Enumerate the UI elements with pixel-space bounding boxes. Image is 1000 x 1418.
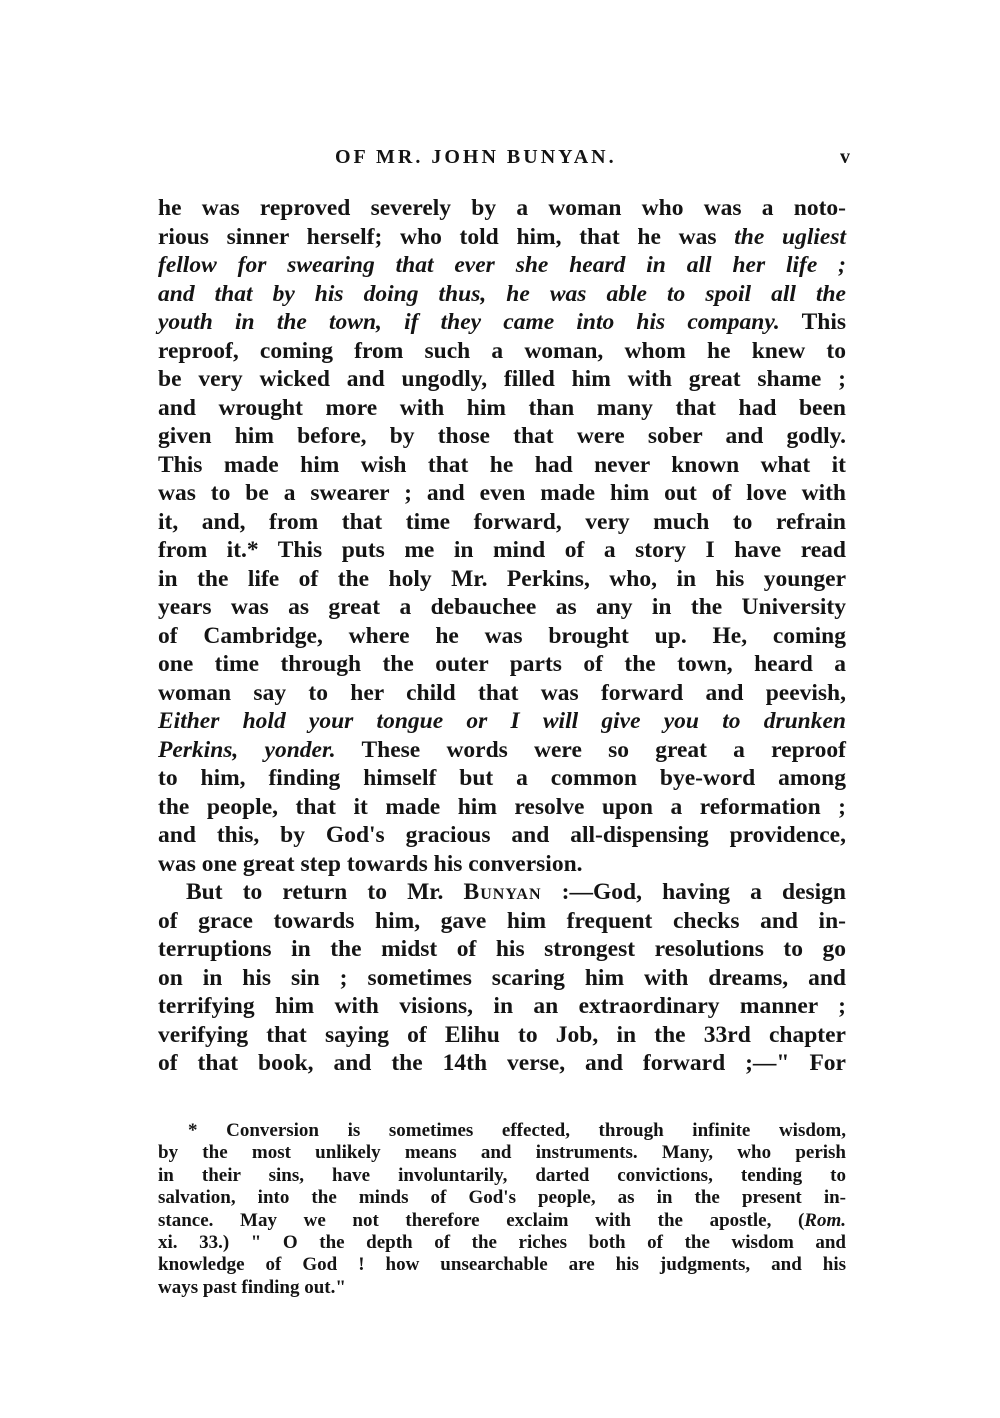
text-line: the people, that it made him resolve upon a reformation ; — [158, 793, 846, 820]
footnote-line: stance. May we not therefore exclaim with the apostle, (Rom. — [158, 1209, 846, 1231]
footnote-line: salvation, into the minds of God's people, as in the present in- — [158, 1187, 846, 1209]
footnote-line: by the most unlikely means and instruments. Many, who perish — [158, 1142, 846, 1164]
text-line: was one great step towards his conversion. — [158, 850, 583, 877]
text-line: But to return to Mr. Bunyan :—God, having a design — [186, 879, 846, 905]
footnote-line: ways past finding out." — [158, 1276, 346, 1298]
text-line: given him before, by those that were sober and godly. — [158, 423, 846, 449]
text-line: of that book, and the 14th verse, and forward ;—" For — [158, 1050, 846, 1076]
text-line: terruptions in the midst of his strongest resolutions to go — [158, 936, 846, 962]
text-line: to him, finding himself but a common bye-word among — [158, 765, 846, 791]
page-number: v — [840, 146, 850, 168]
running-head — [160, 146, 850, 176]
text-line: he was reproved severely by a woman who was a noto- — [158, 195, 846, 221]
text-line: terrifying him with visions, in an extraordinary manner ; — [158, 993, 846, 1019]
text-line: on in his sin ; sometimes scaring him with dreams, and — [158, 964, 846, 991]
text-line: fellow for swearing that ever she heard in all her life ; — [158, 252, 846, 278]
running-head-title: OF MR. JOHN BUNYAN. — [335, 146, 617, 168]
text-line: of grace towards him, gave him frequent checks and in- — [158, 907, 846, 934]
text-line: in the life of the holy Mr. Perkins, who, in his younger — [158, 565, 846, 592]
text-line: verifying that saying of Elihu to Job, in the 33rd chapter — [158, 1021, 846, 1048]
text-line: reproof, coming from such a woman, whom he knew to — [158, 337, 846, 364]
text-line: rious sinner herself; who told him, that he was the ugliest — [158, 223, 847, 250]
text-line: Either hold your tongue or I will give you to drunken — [158, 708, 846, 734]
footnote-line: knowledge of God ! how unsearchable are his judgments, and his — [158, 1254, 846, 1276]
text-line: be very wicked and ungodly, filled him with great shame ; — [158, 366, 846, 392]
text-line: and that by his doing thus, he was able to spoil all the — [158, 280, 846, 307]
text-line: one time through the outer parts of the town, heard a — [158, 651, 846, 677]
text-line: and this, by God's gracious and all-dispensing providence, — [158, 822, 846, 848]
text-line: it, and, from that time forward, very much to refrain — [158, 508, 846, 535]
footnote-line: * Conversion is sometimes effected, through infinite wisdom, — [188, 1120, 846, 1141]
text-line: youth in the town, if they came into his company. This — [158, 309, 846, 335]
footnote-line: in their sins, have involuntarily, darted convictions, tending to — [158, 1164, 846, 1186]
text-line: and wrought more with him than many that had been — [158, 394, 846, 421]
text-line: Perkins, yonder. These words were so great a reproof — [158, 736, 846, 763]
text-line: from it.* This puts me in mind of a story I have read — [158, 537, 846, 563]
text-line: This made him wish that he had never known what it — [158, 451, 846, 478]
footnote-line: xi. 33.) " O the depth of the riches both of the wisdom and — [158, 1231, 846, 1253]
footnote — [158, 1120, 846, 1299]
main-text — [158, 194, 846, 1078]
text-line: woman say to her child that was forward and peevish, — [158, 679, 846, 706]
text-line: of Cambridge, where he was brought up. He, coming — [158, 622, 846, 649]
small-caps-name: Bunyan — [463, 879, 542, 905]
text-line: was to be a swearer ; and even made him out of love with — [158, 480, 846, 506]
text-line: years was as great a debauchee as any in the University — [158, 594, 846, 620]
